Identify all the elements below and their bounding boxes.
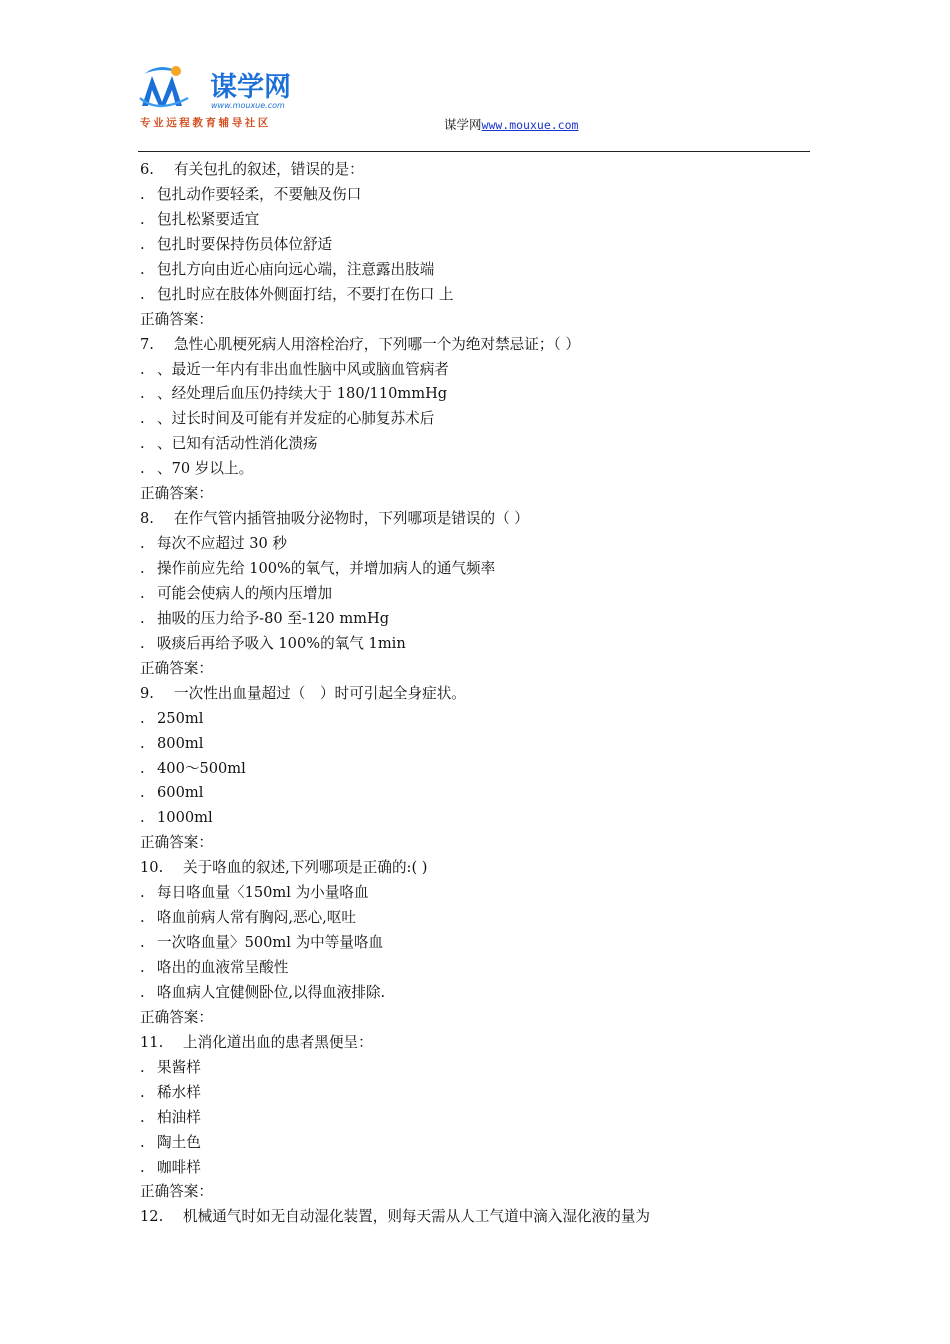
question-number: 8. xyxy=(140,510,154,528)
option-marker: . xyxy=(140,759,145,777)
answer-option xyxy=(140,557,820,582)
logo-tagline: 专业远程教育辅导社区 xyxy=(140,117,271,129)
option-marker: . xyxy=(140,1158,145,1176)
option-text: 包扎动作要轻柔，不要触及伤口 xyxy=(157,185,362,203)
answer-option xyxy=(140,757,820,782)
answer-option xyxy=(140,1156,820,1181)
option-marker: . xyxy=(140,435,145,453)
option-text: 陶土色 xyxy=(157,1133,201,1151)
site-link[interactable]: www.mouxue.com xyxy=(481,118,579,132)
option-marker: . xyxy=(140,260,145,278)
option-marker: . xyxy=(140,709,145,727)
option-text: 800ml xyxy=(157,734,204,752)
correct-answer-label: 正确答案： xyxy=(140,834,213,852)
option-text: 每次不应超过 30 秒 xyxy=(157,535,288,553)
option-text: 包扎时要保持伤员体位舒适 xyxy=(157,235,333,253)
question-list xyxy=(140,158,820,1230)
option-marker: . xyxy=(140,584,145,602)
option-marker: . xyxy=(140,1058,145,1076)
answer-option xyxy=(140,407,820,432)
question-stem xyxy=(140,158,820,183)
correct-answer-label: 正确答案： xyxy=(140,485,213,503)
logo-text: 谋学网 xyxy=(210,72,291,103)
option-marker: . xyxy=(140,210,145,228)
answer-option xyxy=(140,781,820,806)
option-text: 操作前应先给 100%的氧气，并增加病人的通气频率 xyxy=(157,560,496,577)
answer-option xyxy=(140,1056,820,1081)
option-marker: . xyxy=(140,1083,145,1101)
answer-option xyxy=(140,707,820,732)
option-text: 抽吸的压力给予-80 至-120 mmHg xyxy=(157,609,390,627)
question-stem xyxy=(140,856,820,881)
option-marker: . xyxy=(140,535,145,553)
option-text: 、过长时间及可能有并发症的心肺复苏术后 xyxy=(157,410,435,428)
answer-option xyxy=(140,432,820,457)
option-text: 可能会使病人的颅内压增加 xyxy=(157,584,333,602)
option-text: 250ml xyxy=(157,709,204,727)
answer-option xyxy=(140,283,820,308)
answer-option xyxy=(140,1131,820,1156)
question-number: 12. xyxy=(140,1208,164,1226)
question-number: 7. xyxy=(140,335,154,353)
option-marker: . xyxy=(140,934,145,952)
correct-answer-label: 正确答案： xyxy=(140,659,213,677)
question-stem xyxy=(140,1205,820,1230)
option-text: 400～500ml xyxy=(157,759,246,777)
answer-option xyxy=(140,582,820,607)
option-text: 果酱样 xyxy=(157,1058,201,1076)
option-text: 1000ml xyxy=(157,809,213,827)
option-text: 稀水样 xyxy=(157,1083,201,1101)
option-marker: . xyxy=(140,185,145,203)
answer-option xyxy=(140,382,820,407)
option-text: 包扎松紧要适宜 xyxy=(157,210,260,228)
answer-option xyxy=(140,258,820,283)
option-text: 、70 岁以上。 xyxy=(157,460,254,478)
option-text: 柏油样 xyxy=(157,1108,201,1126)
question-text: 有关包扎的叙述，错误的是： xyxy=(174,161,364,178)
page-header xyxy=(138,62,810,152)
option-marker: . xyxy=(140,734,145,752)
answer-option xyxy=(140,1081,820,1106)
question-number: 11. xyxy=(140,1033,164,1051)
option-marker: . xyxy=(140,1108,145,1126)
option-marker: . xyxy=(140,809,145,827)
option-marker: . xyxy=(140,235,145,253)
option-marker: . xyxy=(140,983,145,1001)
answer-option xyxy=(140,906,820,931)
option-marker: . xyxy=(140,609,145,627)
site-name: 谋学网 xyxy=(444,117,482,132)
question-text: 机械通气时如无自动湿化装置，则每天需从人工气道中滴入湿化液的量为 xyxy=(183,1208,651,1226)
question-text: 急性心肌梗死病人用溶栓治疗，下列哪一个为绝对禁忌证；（ ） xyxy=(174,335,580,353)
option-text: 每日咯血量〈150ml 为小量咯血 xyxy=(157,884,369,902)
option-text: 咯血病人宜健侧卧位,以得血液排除. xyxy=(157,983,386,1001)
option-marker: . xyxy=(140,784,145,802)
option-marker: . xyxy=(140,460,145,478)
header-divider xyxy=(138,151,810,152)
answer-option xyxy=(140,931,820,956)
question-stem xyxy=(140,507,820,532)
option-text: 、经处理后血压仍持续大于 180/110mmHg xyxy=(157,385,448,403)
option-text: 包扎时应在肢体外侧面打结，不要打在伤口 上 xyxy=(157,285,454,303)
answer-option xyxy=(140,358,820,383)
question-number: 9. xyxy=(140,684,154,702)
answer-option xyxy=(140,208,820,233)
site-line xyxy=(444,115,578,133)
question-stem xyxy=(140,333,820,358)
option-marker: . xyxy=(140,385,145,403)
option-text: 咯出的血液常呈酸性 xyxy=(157,959,289,976)
question-stem xyxy=(140,1031,820,1056)
question-text: 上消化道出血的患者黑便呈： xyxy=(183,1033,373,1051)
answer-option xyxy=(140,981,820,1006)
option-marker: . xyxy=(140,909,145,927)
answer-option xyxy=(140,632,820,657)
option-text: 吸痰后再给予吸入 100%的氧气 1min xyxy=(157,634,406,652)
option-text: 一次咯血量〉500ml 为中等量咯血 xyxy=(157,934,384,952)
option-text: 、已知有活动性消化溃疡 xyxy=(157,435,318,453)
answer-option xyxy=(140,732,820,757)
answer-option xyxy=(140,233,820,258)
answer-option xyxy=(140,1106,820,1131)
option-marker: . xyxy=(140,1133,145,1151)
question-text: 在作气管内插管抽吸分泌物时，下列哪项是错误的（ ） xyxy=(174,510,529,528)
answer-option xyxy=(140,183,820,208)
correct-answer-label: 正确答案： xyxy=(140,1183,213,1201)
answer-option xyxy=(140,881,820,906)
option-text: 包扎方向由近心庙向远心端，注意露出肢端 xyxy=(157,260,435,278)
question-number: 10. xyxy=(140,859,164,877)
option-marker: . xyxy=(140,959,145,976)
question-text: 关于咯血的叙述,下列哪项是正确的:( ) xyxy=(183,859,428,877)
option-marker: . xyxy=(140,360,145,378)
option-text: 、最近一年内有非出血性脑中风或脑血管病者 xyxy=(157,360,449,378)
logo-icon xyxy=(140,66,188,106)
option-marker: . xyxy=(140,285,145,303)
option-text: 600ml xyxy=(157,784,204,802)
answer-option xyxy=(140,607,820,632)
logo-url: www.mouxue.com xyxy=(211,101,285,110)
answer-option xyxy=(140,806,820,831)
option-marker: . xyxy=(140,884,145,902)
option-text: 咯血前病人常有胸闷,恶心,呕吐 xyxy=(157,909,356,927)
option-marker: . xyxy=(140,410,145,428)
question-number: 6. xyxy=(140,161,154,178)
option-marker: . xyxy=(140,560,145,577)
option-marker: . xyxy=(140,634,145,652)
answer-option xyxy=(140,956,820,981)
question-text: 一次性出血量超过（ ）时可引起全身症状。 xyxy=(174,684,466,702)
correct-answer-label: 正确答案： xyxy=(140,310,213,328)
answer-option xyxy=(140,532,820,557)
correct-answer-label: 正确答案： xyxy=(140,1008,213,1026)
question-stem xyxy=(140,682,820,707)
option-text: 咖啡样 xyxy=(157,1158,201,1176)
answer-option xyxy=(140,457,820,482)
